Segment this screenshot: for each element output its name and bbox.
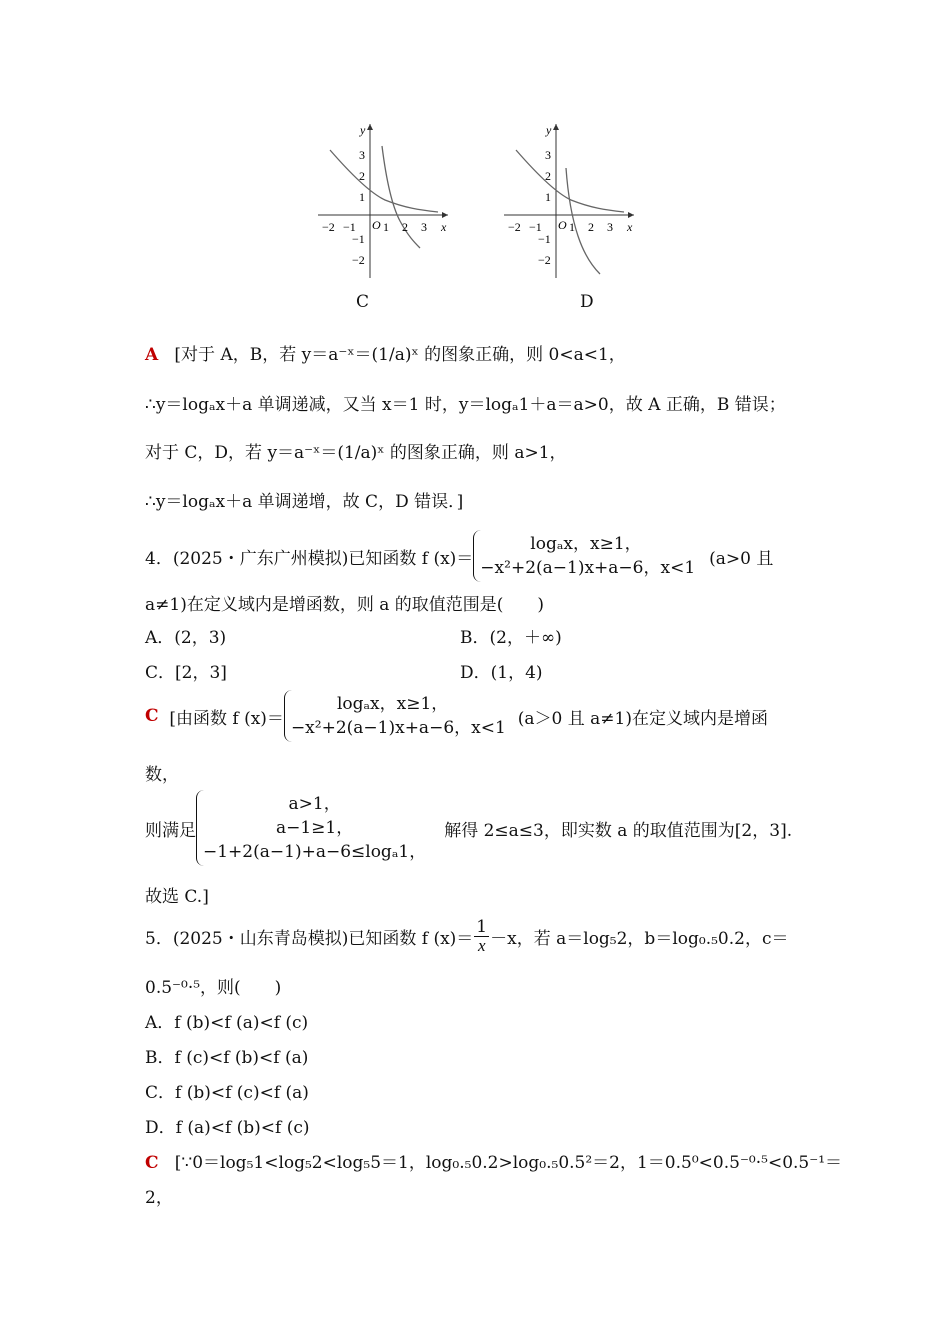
x-axis-label: x <box>627 220 633 234</box>
q3-answer-line1 <box>145 340 626 365</box>
x-tick: 3 <box>421 220 427 234</box>
q4-answer-case1: logₐx，x≥1， <box>336 694 449 714</box>
q4-cond3: −1+2(a−1)+a−6≤logₐ1， <box>203 842 427 862</box>
q4-cond2: a−1≥1， <box>275 818 354 838</box>
x-tick: −2 <box>508 220 521 234</box>
q4-stem-tail: (a>0 且 <box>709 548 774 569</box>
q4-cond-pre: 则满足 <box>145 820 196 841</box>
q3-answer-line2: ∴y＝logₐx＋a 单调递减，又当 x＝1 时，y＝logₐ1＋a＝a>0，故 A 正确，B 错误； <box>145 395 786 415</box>
q4-option-d[interactable]: D．(1，4) <box>460 663 543 683</box>
q4-piecewise <box>473 530 695 582</box>
q4-option-a[interactable]: A．(2，3) <box>145 628 227 648</box>
q5-stem-post: －x，若 a＝log₅2，b＝log₀.₅0.2，c＝ <box>490 929 789 949</box>
q4-answer-case2: −x²+2(a−1)x+a−6，x<1 <box>290 718 506 738</box>
y-tick: 3 <box>545 148 551 162</box>
q5-option-c[interactable]: C．f (b)<f (c)<f (a) <box>145 1083 309 1103</box>
y-tick: −2 <box>352 253 365 267</box>
q4-answer-post: (a＞0 且 a≠1)在定义域内是增函 <box>517 708 768 729</box>
answer-mark: C <box>145 1153 159 1173</box>
q4-answer-line1 <box>145 690 768 742</box>
q4-stem-line1 <box>145 530 773 582</box>
q4-answer-final: 故选 C.] <box>145 887 209 907</box>
y-tick: −2 <box>538 253 551 267</box>
q4-case1: logₐx，x≥1， <box>530 534 642 554</box>
origin-label: O <box>372 218 381 232</box>
q5-answer-text1: [∵0＝log₅1<log₅2<log₅5＝1，log₀.₅0.2>log₀.₅0.5²＝2，1＝0.5⁰<0.5⁻⁰·⁵<0.5⁻¹＝ <box>174 1153 843 1173</box>
q4-cond-post: 解得 2≤a≤3，即实数 a 的取值范围为[2，3]. <box>444 820 793 841</box>
answer-mark: C <box>145 706 159 726</box>
y-tick: 2 <box>545 169 551 183</box>
x-tick: 2 <box>402 220 408 234</box>
graph-c-label: C <box>356 292 370 312</box>
answer-mark: A <box>145 345 159 365</box>
x-tick: 1 <box>569 220 575 234</box>
q4-cond-system <box>196 790 426 866</box>
y-tick: −1 <box>538 232 551 246</box>
graph-d-label: D <box>580 292 594 312</box>
q4-answer-pre: [由函数 f (x)＝ <box>169 708 284 729</box>
x-tick: −1 <box>343 220 356 234</box>
y-axis-label: y <box>360 123 366 137</box>
q4-answer-piecewise <box>284 690 506 742</box>
q5-option-d[interactable]: D．f (a)<f (b)<f (c) <box>145 1118 310 1138</box>
q4-answer-conditions <box>145 790 792 866</box>
q4-option-b[interactable]: B．(2，＋∞) <box>460 628 562 648</box>
q4-case2: −x²+2(a−1)x+a−6，x<1 <box>480 558 696 578</box>
q5-option-b[interactable]: B．f (c)<f (b)<f (a) <box>145 1048 309 1068</box>
q3-answer-text1: [对于 A，B，若 y＝a⁻ˣ＝(1/a)ˣ 的图象正确，则 0<a<1， <box>174 345 626 365</box>
q5-stem-line2: 0.5⁻⁰·⁵，则( ) <box>145 978 282 998</box>
x-tick: −2 <box>322 220 335 234</box>
q4-stem-line2: a≠1)在定义域内是增函数，则 a 的取值范围是( ) <box>145 595 545 615</box>
q3-answer-line3: 对于 C，D，若 y＝a⁻ˣ＝(1/a)ˣ 的图象正确，则 a>1， <box>145 443 567 463</box>
origin-label: O <box>558 218 567 232</box>
graph-c <box>318 123 448 278</box>
y-tick: −1 <box>352 232 365 246</box>
graphs-figure <box>310 118 650 288</box>
q5-answer-line1 <box>145 1148 842 1173</box>
x-axis-label: x <box>441 220 447 234</box>
q5-stem-pre: 5．(2025・山东青岛模拟)已知函数 f (x)＝ <box>145 929 474 949</box>
q4-answer-cont: 数， <box>145 765 179 785</box>
x-tick: 1 <box>383 220 389 234</box>
y-tick: 2 <box>359 169 365 183</box>
q3-answer-line4: ∴y＝logₐx＋a 单调递增，故 C，D 错误．] <box>145 492 464 512</box>
y-tick: 3 <box>359 148 365 162</box>
y-axis-label: y <box>546 123 552 137</box>
q5-answer-line2: 2， <box>145 1188 173 1208</box>
x-tick: 2 <box>588 220 594 234</box>
q5-stem-line1 <box>145 918 788 955</box>
x-tick: −1 <box>529 220 542 234</box>
graph-d <box>504 123 634 278</box>
q4-option-c[interactable]: C．[2，3] <box>145 663 227 683</box>
q4-cond1: a>1， <box>288 794 341 814</box>
y-tick: 1 <box>545 190 551 204</box>
q5-option-a[interactable]: A．f (b)<f (a)<f (c) <box>145 1013 309 1033</box>
q4-stem-prefix: 4．(2025・广东广州模拟)已知函数 f (x)＝ <box>145 548 474 569</box>
q5-fraction: $\frac{1}{x}$ <box>476 917 488 955</box>
y-tick: 1 <box>359 190 365 204</box>
x-tick: 3 <box>607 220 613 234</box>
